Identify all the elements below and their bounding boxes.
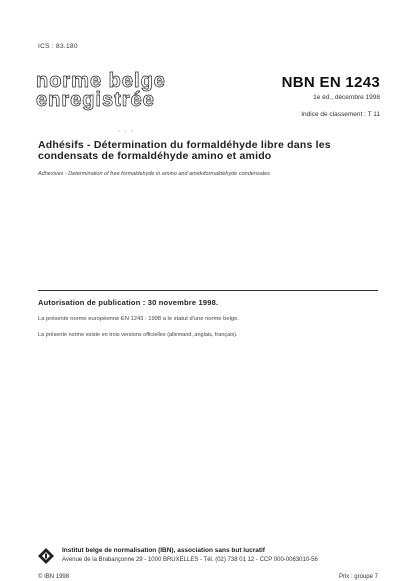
standard-number: NBN EN 1243 <box>281 74 380 91</box>
decorative-dots: · · · <box>118 128 134 135</box>
english-subtitle: Adhesives - Determination of free formaldehyde in amino and amidoformaldehyde condensates <box>38 171 271 177</box>
versions-note: La présente norme existe en trois versions officielles (allemand, anglais, français). <box>38 332 238 338</box>
brand-mark <box>36 72 166 110</box>
edition-date: 1e éd., décembre 1998 <box>313 94 380 101</box>
brand-line-2: enregistrée <box>36 89 155 111</box>
institute-name: Institut belge de normalisation (IBN), association sans but lucratif <box>62 547 265 554</box>
document-title: Adhésifs - Détermination du formaldéhyde libre dans les condensats de formaldéhyde amino et amido <box>38 139 331 162</box>
classification-index: Indice de classement : T 11 <box>301 111 380 118</box>
ics-code: ICS : 83.180 <box>38 43 78 50</box>
institute-address: Avenue de la Brabançonne 29 - 1000 BRUXELLES - Tél. (02) 738 01 12 - CCP 000-0063010-56 <box>62 557 318 563</box>
price-category: Prix : groupe 7 <box>338 574 378 580</box>
divider-line <box>38 290 378 291</box>
brand-line-1: norme belge <box>36 70 166 92</box>
publication-authorization: Autorisation de publication : 30 novembre 1998. <box>38 298 219 307</box>
ratification-note: La présente norme européenne EN 1243 : 1998 a le statut d'une norme belge. <box>38 316 239 322</box>
reference-code: © IBN 1998 <box>38 574 70 580</box>
ibn-logo-icon <box>38 548 54 564</box>
